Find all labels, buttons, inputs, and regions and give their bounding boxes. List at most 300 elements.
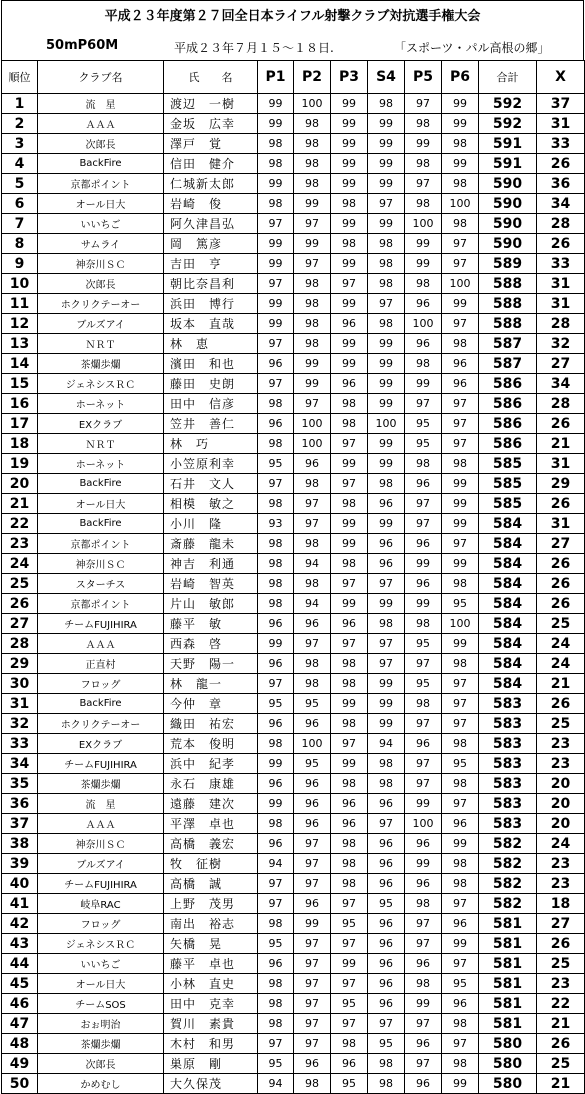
total-cell: 581 [479, 934, 537, 954]
score-p3-cell: 99 [331, 114, 368, 134]
score-p6-cell: 98 [442, 574, 479, 594]
score-p3-cell: 98 [331, 394, 368, 414]
x-count-cell: 26 [537, 414, 585, 434]
x-count-cell: 28 [537, 314, 585, 334]
score-p3-cell: 98 [331, 714, 368, 734]
table-row [2, 634, 585, 654]
rank-cell: 19 [2, 454, 38, 474]
total-cell: 582 [479, 854, 537, 874]
table-row [2, 454, 585, 474]
total-cell: 585 [479, 494, 537, 514]
x-count-cell: 32 [537, 334, 585, 354]
score-p3-cell: 98 [331, 654, 368, 674]
score-p3-cell: 99 [331, 354, 368, 374]
table-row [2, 754, 585, 774]
rank-cell: 41 [2, 894, 38, 914]
score-p2-cell: 96 [294, 714, 331, 734]
x-count-cell: 28 [537, 214, 585, 234]
score-p6-cell: 99 [442, 154, 479, 174]
rank-cell: 29 [2, 654, 38, 674]
total-cell: 582 [479, 894, 537, 914]
club-cell: 岐阜RAC [38, 894, 164, 914]
score-p6-cell: 99 [442, 934, 479, 954]
club-cell: 神奈川ＳＣ [38, 554, 164, 574]
table-row [2, 654, 585, 674]
score-p5-cell: 97 [405, 654, 442, 674]
score-p1-cell: 95 [258, 694, 294, 714]
score-p3-cell: 99 [331, 594, 368, 614]
score-p5-cell: 97 [405, 934, 442, 954]
name-cell: 小川 隆 [164, 514, 258, 534]
rank-cell: 20 [2, 474, 38, 494]
score-s4-cell: 99 [368, 354, 405, 374]
score-p2-cell: 99 [294, 914, 331, 934]
col-header-club: クラブ名 [38, 61, 164, 94]
club-cell: ＡＡＡ [38, 814, 164, 834]
score-p3-cell: 97 [331, 734, 368, 754]
table-row [2, 414, 585, 434]
x-count-cell: 20 [537, 814, 585, 834]
score-p2-cell: 97 [294, 494, 331, 514]
score-p3-cell: 96 [331, 1054, 368, 1074]
total-cell: 587 [479, 354, 537, 374]
score-p6-cell: 96 [442, 914, 479, 934]
x-count-cell: 36 [537, 174, 585, 194]
score-p3-cell: 99 [331, 334, 368, 354]
x-count-cell: 26 [537, 574, 585, 594]
club-cell: チームSOS [38, 994, 164, 1014]
score-p1-cell: 99 [258, 254, 294, 274]
x-count-cell: 21 [537, 1014, 585, 1034]
col-header-p5: P5 [405, 61, 442, 94]
club-cell: サムライ [38, 234, 164, 254]
score-p3-cell: 98 [331, 1034, 368, 1054]
score-s4-cell: 99 [368, 594, 405, 614]
score-p5-cell: 97 [405, 1054, 442, 1074]
score-s4-cell: 99 [368, 374, 405, 394]
score-p3-cell: 96 [331, 814, 368, 834]
score-p2-cell: 98 [294, 174, 331, 194]
x-count-cell: 26 [537, 594, 585, 614]
table-row [2, 114, 585, 134]
score-p2-cell: 98 [294, 334, 331, 354]
club-cell: ホーネット [38, 454, 164, 474]
rank-cell: 24 [2, 554, 38, 574]
table-row [2, 994, 585, 1014]
score-s4-cell: 99 [368, 514, 405, 534]
score-p1-cell: 96 [258, 834, 294, 854]
event-dates: 平成２３年７月１５～１８日. [174, 41, 334, 55]
table-row [2, 734, 585, 754]
score-p6-cell: 98 [442, 1054, 479, 1074]
score-p2-cell: 98 [294, 154, 331, 174]
score-p1-cell: 98 [258, 574, 294, 594]
score-p2-cell: 94 [294, 594, 331, 614]
rank-cell: 50 [2, 1074, 38, 1094]
club-cell: オール日大 [38, 974, 164, 994]
name-cell: 藤平 卓也 [164, 954, 258, 974]
rank-cell: 1 [2, 94, 38, 114]
total-cell: 580 [479, 1034, 537, 1054]
table-row [2, 234, 585, 254]
score-p2-cell: 97 [294, 994, 331, 1014]
score-p1-cell: 94 [258, 1074, 294, 1094]
name-cell: 斎藤 龍未 [164, 534, 258, 554]
score-p5-cell: 99 [405, 234, 442, 254]
score-p2-cell: 98 [294, 114, 331, 134]
score-p6-cell: 97 [442, 394, 479, 414]
score-s4-cell: 99 [368, 454, 405, 474]
score-p5-cell: 99 [405, 854, 442, 874]
table-row [2, 874, 585, 894]
club-cell: 京都ポイント [38, 174, 164, 194]
name-cell: 片山 敏郎 [164, 594, 258, 614]
x-count-cell: 27 [537, 914, 585, 934]
table-row [2, 494, 585, 514]
score-p5-cell: 99 [405, 554, 442, 574]
club-cell: かめむし [38, 1074, 164, 1094]
score-p6-cell: 99 [442, 514, 479, 534]
name-cell: 浜田 博行 [164, 294, 258, 314]
rank-cell: 3 [2, 134, 38, 154]
club-cell: いいちご [38, 954, 164, 974]
x-count-cell: 23 [537, 874, 585, 894]
club-cell: ブルズアイ [38, 854, 164, 874]
club-cell: オール日大 [38, 194, 164, 214]
table-row [2, 354, 585, 374]
table-row [2, 474, 585, 494]
name-cell: 南出 裕志 [164, 914, 258, 934]
name-cell: 信田 健介 [164, 154, 258, 174]
table-row [2, 554, 585, 574]
rank-cell: 46 [2, 994, 38, 1014]
total-cell: 582 [479, 834, 537, 854]
score-p1-cell: 99 [258, 314, 294, 334]
score-p1-cell: 96 [258, 414, 294, 434]
club-cell: おぉ明治 [38, 1014, 164, 1034]
event-name: 50mP60M [46, 38, 119, 53]
total-cell: 585 [479, 474, 537, 494]
name-cell: 織田 祐宏 [164, 714, 258, 734]
score-p3-cell: 95 [331, 1074, 368, 1094]
score-p3-cell: 97 [331, 1014, 368, 1034]
rank-cell: 12 [2, 314, 38, 334]
score-p6-cell: 99 [442, 834, 479, 854]
score-s4-cell: 99 [368, 674, 405, 694]
club-cell: チームFUJIHIRA [38, 754, 164, 774]
x-count-cell: 24 [537, 654, 585, 674]
score-s4-cell: 94 [368, 734, 405, 754]
score-s4-cell: 96 [368, 994, 405, 1014]
x-count-cell: 23 [537, 754, 585, 774]
score-p3-cell: 98 [331, 234, 368, 254]
score-p1-cell: 97 [258, 474, 294, 494]
score-p1-cell: 99 [258, 294, 294, 314]
score-p3-cell: 99 [331, 294, 368, 314]
score-s4-cell: 97 [368, 1014, 405, 1034]
col-header-x: X [537, 61, 585, 94]
club-cell: 次郎長 [38, 1054, 164, 1074]
score-p2-cell: 98 [294, 654, 331, 674]
score-p5-cell: 98 [405, 154, 442, 174]
score-p6-cell: 99 [442, 554, 479, 574]
score-p3-cell: 96 [331, 374, 368, 394]
score-p1-cell: 97 [258, 214, 294, 234]
score-p1-cell: 97 [258, 874, 294, 894]
name-cell: 阿久津昌弘 [164, 214, 258, 234]
total-cell: 584 [479, 574, 537, 594]
table-row [2, 94, 585, 114]
x-count-cell: 26 [537, 554, 585, 574]
score-p3-cell: 97 [331, 934, 368, 954]
score-p6-cell: 99 [442, 294, 479, 314]
score-p3-cell: 99 [331, 174, 368, 194]
rank-cell: 11 [2, 294, 38, 314]
score-p5-cell: 100 [405, 214, 442, 234]
score-p1-cell: 97 [258, 1034, 294, 1054]
club-cell: ジェネシスＲＣ [38, 934, 164, 954]
score-s4-cell: 96 [368, 854, 405, 874]
score-s4-cell: 96 [368, 974, 405, 994]
score-p2-cell: 100 [294, 94, 331, 114]
x-count-cell: 26 [537, 234, 585, 254]
score-p2-cell: 94 [294, 554, 331, 574]
score-p5-cell: 96 [405, 294, 442, 314]
total-cell: 583 [479, 714, 537, 734]
score-p5-cell: 96 [405, 874, 442, 894]
col-header-s4: S4 [368, 61, 405, 94]
score-p5-cell: 98 [405, 274, 442, 294]
table-row [2, 334, 585, 354]
score-p3-cell: 95 [331, 914, 368, 934]
x-count-cell: 21 [537, 1074, 585, 1094]
total-cell: 588 [479, 294, 537, 314]
rank-cell: 38 [2, 834, 38, 854]
score-p5-cell: 95 [405, 674, 442, 694]
score-p5-cell: 99 [405, 794, 442, 814]
name-cell: 澤戸 覚 [164, 134, 258, 154]
score-p1-cell: 98 [258, 394, 294, 414]
score-p2-cell: 99 [294, 194, 331, 214]
name-cell: 高橋 誠 [164, 874, 258, 894]
score-p1-cell: 98 [258, 154, 294, 174]
score-p1-cell: 98 [258, 554, 294, 574]
score-p6-cell: 97 [442, 1034, 479, 1054]
score-p1-cell: 98 [258, 534, 294, 554]
name-cell: 藤平 敏 [164, 614, 258, 634]
total-cell: 586 [479, 434, 537, 454]
club-cell: 京都ポイント [38, 534, 164, 554]
x-count-cell: 26 [537, 1034, 585, 1054]
x-count-cell: 34 [537, 194, 585, 214]
score-p2-cell: 98 [294, 474, 331, 494]
club-cell: 京都ポイント [38, 594, 164, 614]
score-p3-cell: 99 [331, 134, 368, 154]
score-p2-cell: 97 [294, 514, 331, 534]
score-p6-cell: 100 [442, 194, 479, 214]
score-p6-cell: 97 [442, 694, 479, 714]
score-p5-cell: 97 [405, 714, 442, 734]
score-p2-cell: 98 [294, 674, 331, 694]
score-p6-cell: 98 [442, 454, 479, 474]
name-cell: 平澤 卓也 [164, 814, 258, 834]
rank-cell: 22 [2, 514, 38, 534]
score-p2-cell: 97 [294, 974, 331, 994]
rank-cell: 31 [2, 694, 38, 714]
total-cell: 581 [479, 954, 537, 974]
x-count-cell: 33 [537, 254, 585, 274]
score-p3-cell: 95 [331, 994, 368, 1014]
club-cell: ホクリクテーオー [38, 294, 164, 314]
score-p3-cell: 97 [331, 894, 368, 914]
score-p6-cell: 97 [442, 714, 479, 734]
score-p2-cell: 96 [294, 794, 331, 814]
score-s4-cell: 98 [368, 234, 405, 254]
score-p3-cell: 97 [331, 474, 368, 494]
score-p3-cell: 97 [331, 974, 368, 994]
name-cell: 林 龍一 [164, 674, 258, 694]
score-p2-cell: 98 [294, 314, 331, 334]
total-cell: 584 [479, 594, 537, 614]
table-row [2, 274, 585, 294]
score-p2-cell: 97 [294, 874, 331, 894]
score-s4-cell: 98 [368, 274, 405, 294]
col-header-p3: P3 [331, 61, 368, 94]
score-p6-cell: 95 [442, 974, 479, 994]
table-row [2, 174, 585, 194]
score-p3-cell: 99 [331, 94, 368, 114]
club-cell: 次郎長 [38, 274, 164, 294]
table-row [2, 954, 585, 974]
x-count-cell: 31 [537, 114, 585, 134]
score-s4-cell: 97 [368, 574, 405, 594]
score-p6-cell: 97 [442, 254, 479, 274]
club-cell: ＡＡＡ [38, 114, 164, 134]
rank-cell: 40 [2, 874, 38, 894]
score-p2-cell: 99 [294, 234, 331, 254]
score-p3-cell: 99 [331, 154, 368, 174]
score-p1-cell: 96 [258, 354, 294, 374]
rank-cell: 5 [2, 174, 38, 194]
score-p3-cell: 97 [331, 274, 368, 294]
score-p1-cell: 98 [258, 734, 294, 754]
total-cell: 581 [479, 974, 537, 994]
score-p1-cell: 96 [258, 654, 294, 674]
event-venue: 「スポーツ・パル高根の郷」 [394, 41, 550, 55]
score-p6-cell: 96 [442, 814, 479, 834]
score-p6-cell: 98 [442, 774, 479, 794]
score-p3-cell: 99 [331, 454, 368, 474]
score-s4-cell: 96 [368, 834, 405, 854]
total-cell: 588 [479, 314, 537, 334]
x-count-cell: 23 [537, 854, 585, 874]
score-p1-cell: 96 [258, 774, 294, 794]
score-p2-cell: 97 [294, 1014, 331, 1034]
score-p6-cell: 97 [442, 314, 479, 334]
score-p3-cell: 99 [331, 254, 368, 274]
total-cell: 584 [479, 674, 537, 694]
club-cell: チームFUJIHIRA [38, 874, 164, 894]
score-p6-cell: 99 [442, 494, 479, 514]
score-p6-cell: 98 [442, 214, 479, 234]
col-header-total: 合計 [479, 61, 537, 94]
score-p3-cell: 98 [331, 834, 368, 854]
score-p2-cell: 100 [294, 734, 331, 754]
club-cell: いいちご [38, 214, 164, 234]
name-cell: 朝比奈昌利 [164, 274, 258, 294]
event-info-row [1, 32, 584, 60]
club-cell: 茶爛歩爛 [38, 1034, 164, 1054]
score-p1-cell: 98 [258, 914, 294, 934]
score-p2-cell: 98 [294, 574, 331, 594]
total-cell: 583 [479, 794, 537, 814]
score-p3-cell: 96 [331, 614, 368, 634]
table-row [2, 294, 585, 314]
results-sheet [1, 0, 584, 1094]
rank-cell: 47 [2, 1014, 38, 1034]
table-row [2, 434, 585, 454]
score-p5-cell: 97 [405, 94, 442, 114]
name-cell: 木村 和男 [164, 1034, 258, 1054]
name-cell: 小林 直史 [164, 974, 258, 994]
x-count-cell: 24 [537, 634, 585, 654]
score-p6-cell: 97 [442, 794, 479, 814]
total-cell: 582 [479, 874, 537, 894]
score-p5-cell: 98 [405, 194, 442, 214]
total-cell: 583 [479, 734, 537, 754]
score-p5-cell: 96 [405, 534, 442, 554]
total-cell: 590 [479, 194, 537, 214]
score-p2-cell: 99 [294, 354, 331, 374]
name-cell: 浜中 紀孝 [164, 754, 258, 774]
score-p1-cell: 98 [258, 594, 294, 614]
score-p2-cell: 100 [294, 414, 331, 434]
score-p1-cell: 99 [258, 794, 294, 814]
x-count-cell: 21 [537, 674, 585, 694]
score-p1-cell: 99 [258, 94, 294, 114]
score-p1-cell: 95 [258, 934, 294, 954]
rank-cell: 16 [2, 394, 38, 414]
score-p1-cell: 98 [258, 1014, 294, 1034]
rank-cell: 18 [2, 434, 38, 454]
club-cell: スターチス [38, 574, 164, 594]
table-row [2, 694, 585, 714]
score-p2-cell: 95 [294, 754, 331, 774]
score-p5-cell: 96 [405, 474, 442, 494]
score-p6-cell: 96 [442, 994, 479, 1014]
score-p2-cell: 96 [294, 454, 331, 474]
x-count-cell: 31 [537, 274, 585, 294]
total-cell: 592 [479, 114, 537, 134]
score-s4-cell: 99 [368, 714, 405, 734]
score-p6-cell: 98 [442, 874, 479, 894]
score-p5-cell: 99 [405, 994, 442, 1014]
rank-cell: 28 [2, 634, 38, 654]
score-p3-cell: 99 [331, 754, 368, 774]
score-s4-cell: 99 [368, 694, 405, 714]
x-count-cell: 26 [537, 694, 585, 714]
score-p6-cell: 100 [442, 274, 479, 294]
score-p1-cell: 93 [258, 514, 294, 534]
score-p5-cell: 99 [405, 134, 442, 154]
score-p1-cell: 98 [258, 974, 294, 994]
table-row [2, 374, 585, 394]
rank-cell: 8 [2, 234, 38, 254]
score-p5-cell: 97 [405, 754, 442, 774]
score-p2-cell: 97 [294, 954, 331, 974]
score-p1-cell: 95 [258, 454, 294, 474]
name-cell: 天野 陽一 [164, 654, 258, 674]
